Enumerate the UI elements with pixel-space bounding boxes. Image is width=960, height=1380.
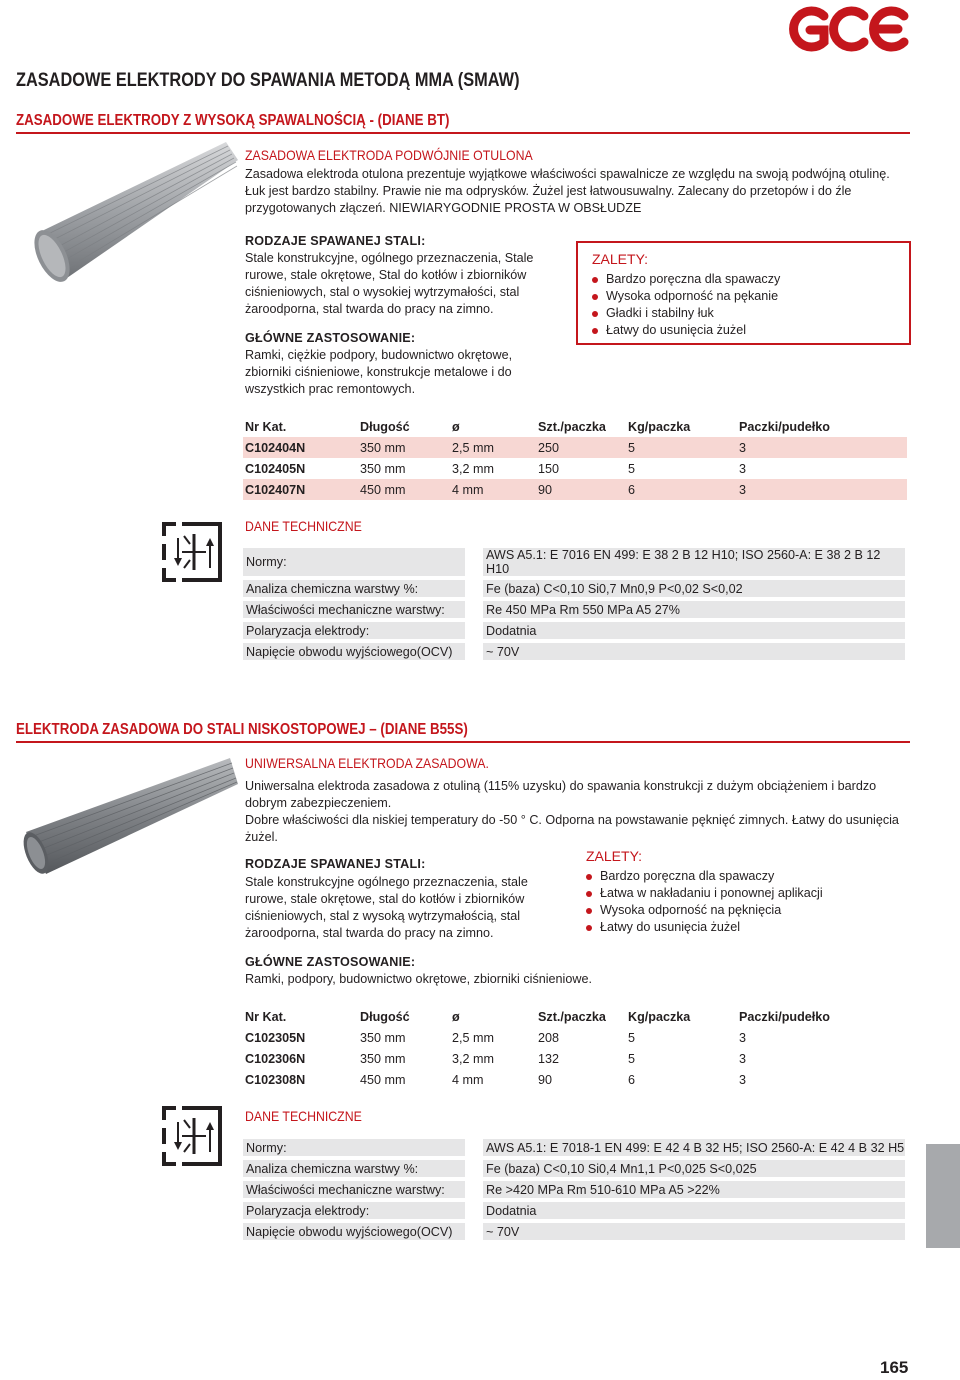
tech-value: Fe (baza) C<0,10 Si0,4 Mn1,1 P<0,025 S<0,025 bbox=[483, 1160, 905, 1177]
col-header: Kg/paczka bbox=[628, 419, 691, 434]
col-header: Paczki/pudełko bbox=[739, 419, 830, 434]
cell: 2,5 mm bbox=[450, 437, 536, 458]
table-header-row bbox=[243, 1006, 907, 1027]
table-row bbox=[243, 479, 907, 500]
col-header: Nr Kat. bbox=[245, 419, 287, 434]
cell: 4 mm bbox=[450, 1069, 536, 1090]
table-header-row bbox=[243, 416, 907, 437]
cell: 208 bbox=[536, 1027, 626, 1048]
product2-rule bbox=[16, 741, 910, 743]
product1-applications-heading: GŁÓWNE ZASTOSOWANIE: bbox=[245, 331, 416, 345]
product1-advantages-box bbox=[576, 241, 911, 345]
list-item: Wysoka odporność na pękanie bbox=[592, 288, 895, 305]
tech-value: Fe (baza) C<0,10 Si0,7 Mn0,9 P<0,02 S<0,02 bbox=[483, 580, 905, 597]
table-row bbox=[243, 622, 905, 639]
col-header: Nr Kat. bbox=[245, 1009, 287, 1024]
cell: 350 mm bbox=[358, 1027, 450, 1048]
table-row bbox=[243, 1223, 905, 1240]
tech-value: AWS A5.1: E 7016 EN 499: E 38 2 B 12 H10; ISO 2560-A: E 38 2 B 12 H10 bbox=[483, 548, 905, 576]
product2-description1: Uniwersalna elektroda zasadowa z otuliną (115% uzysku) do spawania konstrukcji z dużym obciążeniem i bardzo dobrym zabezpieczeniem. bbox=[245, 779, 877, 810]
table-row bbox=[243, 1202, 905, 1219]
page-title: ZASADOWE ELEKTRODY DO SPAWANIA METODĄ MMA (SMAW) bbox=[16, 70, 520, 91]
welding-positions-icon bbox=[162, 522, 222, 582]
tech-value: ~ 70V bbox=[483, 1223, 905, 1240]
col-header: Kg/paczka bbox=[628, 1009, 691, 1024]
col-header: ø bbox=[452, 1009, 460, 1024]
cell: 450 mm bbox=[358, 1069, 450, 1090]
col-header: Szt./paczka bbox=[538, 1009, 606, 1024]
product1-subtitle: ZASADOWA ELEKTRODA PODWÓJNIE OTULONA bbox=[245, 147, 533, 163]
cell: 150 bbox=[536, 458, 626, 479]
cell: 5 bbox=[626, 458, 737, 479]
table-row bbox=[243, 580, 905, 597]
col-header: Paczki/pudełko bbox=[739, 1009, 830, 1024]
list-item: Bardzo poręczna dla spawaczy bbox=[592, 271, 895, 288]
cell: 90 bbox=[536, 1069, 626, 1090]
cell: 3,2 mm bbox=[450, 1048, 536, 1069]
cell: 6 bbox=[626, 479, 737, 500]
tech-value: Dodatnia bbox=[483, 1202, 905, 1219]
product1-catalog-table bbox=[243, 416, 907, 500]
cell: 5 bbox=[626, 1048, 737, 1069]
product1-title: ZASADOWE ELEKTRODY Z WYSOKĄ SPAWALNOŚCIĄ - (DIANE BT) bbox=[16, 112, 450, 129]
tech-value: ~ 70V bbox=[483, 643, 905, 660]
table-row bbox=[243, 643, 905, 660]
table-row bbox=[243, 1160, 905, 1177]
tech-label: Normy: bbox=[243, 548, 465, 576]
cell: C102407N bbox=[243, 479, 358, 500]
cell: C102405N bbox=[243, 458, 358, 479]
product2-applications-heading: GŁÓWNE ZASTOSOWANIE: bbox=[245, 955, 416, 969]
cell: 350 mm bbox=[358, 437, 450, 458]
col-header: Długość bbox=[360, 1009, 410, 1024]
col-header: Długość bbox=[360, 419, 410, 434]
list-item: Wysoka odporność na pęknięcia bbox=[586, 902, 906, 919]
list-item: Łatwy do usunięcia żużel bbox=[586, 919, 906, 936]
cell: 350 mm bbox=[358, 458, 450, 479]
cell: C102404N bbox=[243, 437, 358, 458]
welding-positions-icon bbox=[162, 1106, 222, 1166]
tech-label: Napięcie obwodu wyjściowego(OCV) bbox=[243, 1223, 465, 1240]
product2-advantages-heading: ZALETY: bbox=[586, 848, 643, 864]
tech-label: Napięcie obwodu wyjściowego(OCV) bbox=[243, 643, 465, 660]
tech-label: Polaryzacja elektrody: bbox=[243, 622, 465, 639]
cell: C102305N bbox=[243, 1027, 358, 1048]
product2-electrodes-photo bbox=[16, 752, 238, 878]
tech-label: Normy: bbox=[243, 1139, 465, 1156]
table-row bbox=[243, 601, 905, 618]
tech-label: Właściwości mechaniczne warstwy: bbox=[243, 1181, 465, 1198]
product2-steel-types-text: Stale konstrukcyjne ogólnego przeznaczenia, stale rurowe, stale okrętowe, stal do kotłów i zbiorników ciśnieniowych, stal z wysoką wytrzymałością, stal żaroodporna, stal twarda do pracy na zimno. bbox=[245, 875, 528, 940]
product1-tech-heading: DANE TECHNICZNE bbox=[245, 518, 362, 534]
cell: 3,2 mm bbox=[450, 458, 536, 479]
product2-advantages-box bbox=[586, 848, 906, 936]
product2-tech-heading: DANE TECHNICZNE bbox=[245, 1108, 362, 1124]
cell: 5 bbox=[626, 437, 737, 458]
tech-label: Analiza chemiczna warstwy %: bbox=[243, 580, 465, 597]
list-item: Gładki i stabilny łuk bbox=[592, 305, 895, 322]
tech-value: Dodatnia bbox=[483, 622, 905, 639]
cell: C102306N bbox=[243, 1048, 358, 1069]
cell: 3 bbox=[737, 1027, 907, 1048]
table-row bbox=[243, 1048, 907, 1069]
product1-electrodes-photo bbox=[16, 140, 238, 300]
table-row bbox=[243, 437, 907, 458]
cell: 132 bbox=[536, 1048, 626, 1069]
cell: 3 bbox=[737, 458, 907, 479]
col-header: Szt./paczka bbox=[538, 419, 606, 434]
table-row bbox=[243, 548, 905, 576]
tech-label: Analiza chemiczna warstwy %: bbox=[243, 1160, 465, 1177]
tech-value: AWS A5.1: E 7018-1 EN 499: E 42 4 B 32 H5; ISO 2560-A: E 42 4 B 32 H5 bbox=[483, 1139, 905, 1156]
product2-description2: Dobre właściwości dla niskiej temperatury do -50 ° C. Odporna na powstawanie pęknięć zimnych. Łatwy do usunięcia żużel. bbox=[245, 813, 899, 844]
product1-tech-table bbox=[243, 544, 905, 664]
cell: C102308N bbox=[243, 1069, 358, 1090]
table-row bbox=[243, 1027, 907, 1048]
cell: 6 bbox=[626, 1069, 737, 1090]
product1-rule bbox=[16, 132, 910, 134]
product2-catalog-table bbox=[243, 1006, 907, 1090]
table-row bbox=[243, 1069, 907, 1090]
list-item: Łatwa w nakładaniu i ponownej aplikacji bbox=[586, 885, 906, 902]
product2-advantages-list bbox=[586, 868, 906, 936]
product2-tech-table bbox=[243, 1135, 905, 1244]
product1-steel-types-text: Stale konstrukcyjne, ogólnego przeznaczenia, Stale rurowe, stale okrętowe, Stal do kotłów i zbiorników ciśnieniowych, stal o wysokiej wytrzymałości, stal żaroodporna, stal twarda do pracy na zimno. bbox=[245, 251, 534, 316]
tech-value: Re >420 MPa Rm 510-610 MPa A5 >22% bbox=[483, 1181, 905, 1198]
cell: 90 bbox=[536, 479, 626, 500]
product1-description bbox=[245, 166, 910, 217]
cell: 250 bbox=[536, 437, 626, 458]
tech-label: Właściwości mechaniczne warstwy: bbox=[243, 601, 465, 618]
table-row bbox=[243, 1181, 905, 1198]
product1-description-text: Zasadowa elektroda otulona prezentuje wyjątkowe właściwości spawalnicze ze względu na swoją podwójną otulinę. Łuk jest bardzo stabilny. Prawie nie ma odprysków. Żużel jest łatwousuwalny. Zalecany do przetopów i do źle przygotowanych złączeń. bbox=[245, 167, 890, 215]
product1-applications-text: Ramki, ciężkie podpory, budownictwo okrętowe, zbiorniki ciśnieniowe, konstrukcje metalowe i do wszystkich prac remontowych. bbox=[245, 348, 513, 396]
tech-value: Re 450 MPa Rm 550 MPa A5 27% bbox=[483, 601, 905, 618]
cell: 3 bbox=[737, 1069, 907, 1090]
product2-applications-text: Ramki, podpory, budownictwo okrętowe, zbiorniki ciśnieniowe. bbox=[245, 972, 592, 986]
product1-advantages-heading: ZALETY: bbox=[592, 251, 649, 267]
table-row bbox=[243, 458, 907, 479]
gce-logo bbox=[786, 4, 912, 54]
cell: 5 bbox=[626, 1027, 737, 1048]
list-item: Bardzo poręczna dla spawaczy bbox=[586, 868, 906, 885]
cell: 3 bbox=[737, 437, 907, 458]
page-number: 165 bbox=[880, 1358, 909, 1377]
product2-steel-types-heading: RODZAJE SPAWANEJ STALI: bbox=[245, 857, 426, 871]
product2-subtitle: UNIWERSALNA ELEKTRODA ZASADOWA. bbox=[245, 755, 489, 771]
product1-description-caps: NIEWIARYGODNIE PROSTA W OBSŁUDZE bbox=[385, 201, 642, 215]
tech-label: Polaryzacja elektrody: bbox=[243, 1202, 465, 1219]
table-row bbox=[243, 1139, 905, 1156]
col-header: ø bbox=[452, 419, 460, 434]
cell: 4 mm bbox=[450, 479, 536, 500]
list-item: Łatwy do usunięcia żużel bbox=[592, 322, 895, 339]
product2-title: ELEKTRODA ZASADOWA DO STALI NISKOSTOPOWEJ – (DIANE B55S) bbox=[16, 721, 468, 738]
product1-steel-types-heading: RODZAJE SPAWANEJ STALI: bbox=[245, 234, 426, 248]
product1-advantages-list bbox=[592, 271, 895, 339]
cell: 450 mm bbox=[358, 479, 450, 500]
cell: 3 bbox=[737, 1048, 907, 1069]
cell: 350 mm bbox=[358, 1048, 450, 1069]
section-side-tab bbox=[926, 1144, 960, 1248]
cell: 2,5 mm bbox=[450, 1027, 536, 1048]
cell: 3 bbox=[737, 479, 907, 500]
